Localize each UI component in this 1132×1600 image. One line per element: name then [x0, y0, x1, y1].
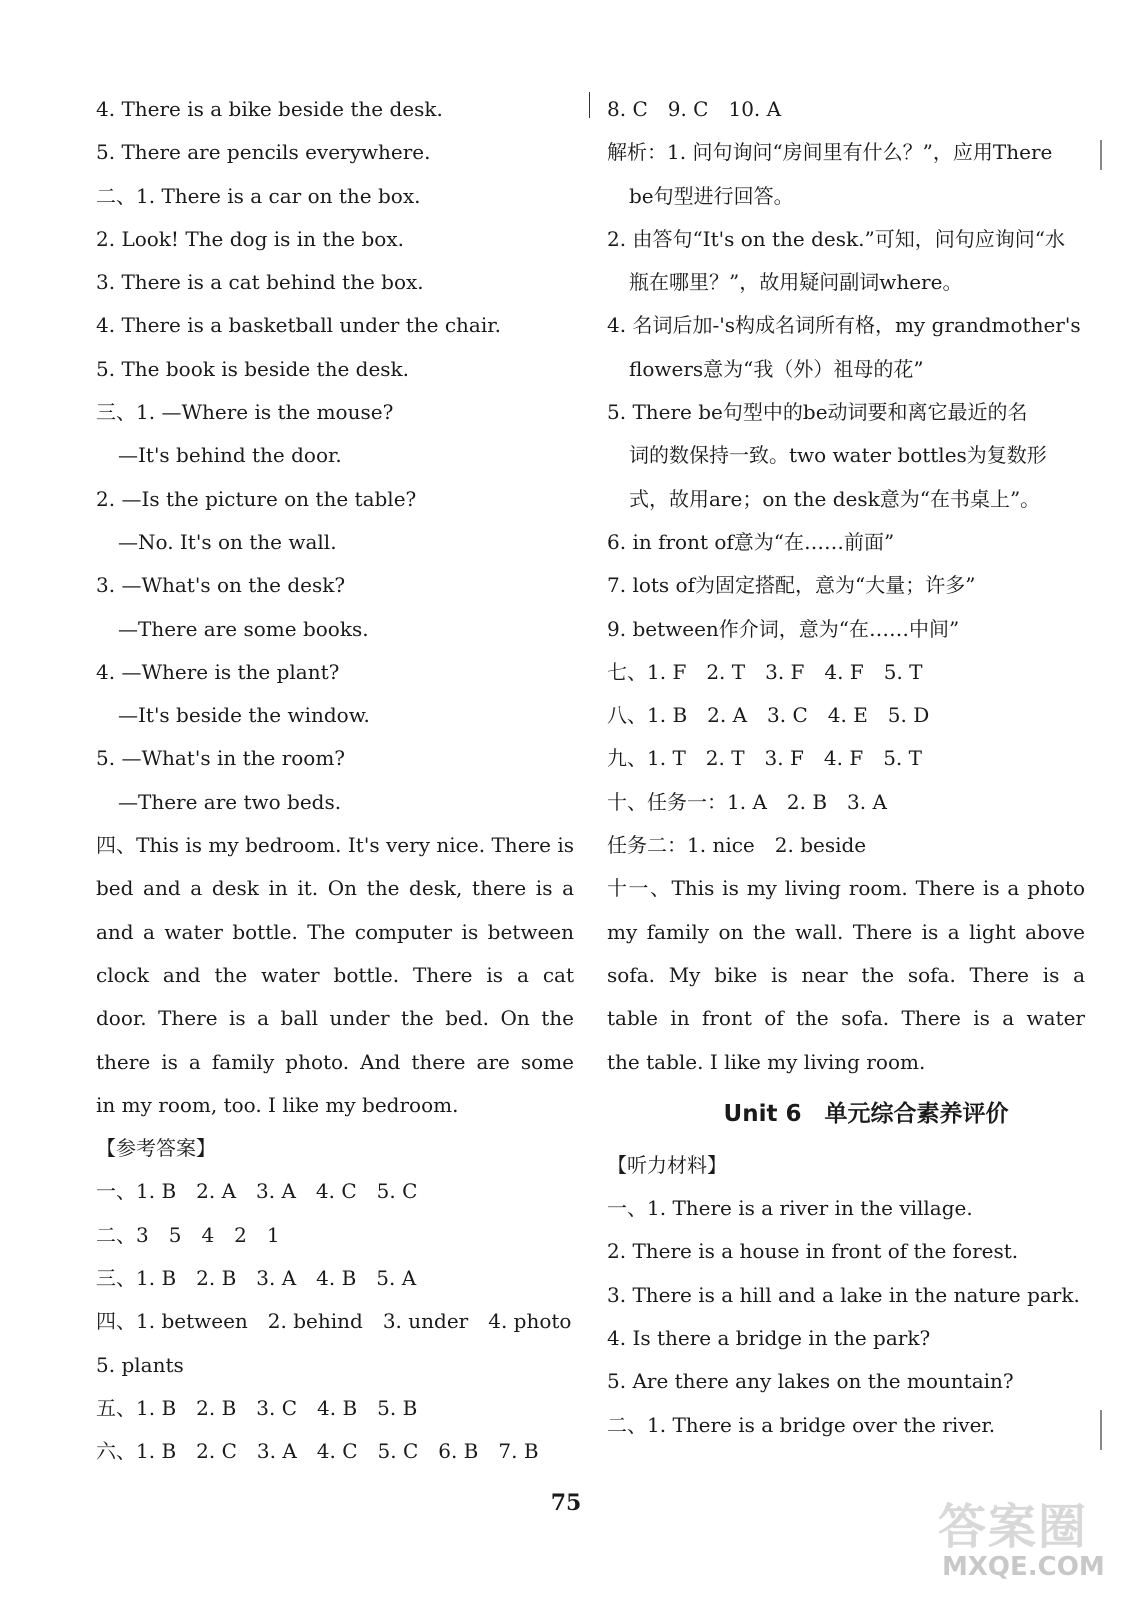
answer-line: 十、任务一：1. A 2. B 3. A	[607, 789, 887, 814]
text-line: 4. 名词后加-'s构成名词所有格，my grandmother's	[607, 313, 1081, 338]
text-line: 词的数保持一致。two water bottles为复数形	[629, 443, 1047, 468]
answer-line: 五、1. B 2. B 3. C 4. B 5. B	[96, 1395, 418, 1420]
text-line: 十一、This is my living room. There is a photo	[607, 876, 1085, 901]
text-line: 5. Are there any lakes on the mountain?	[607, 1369, 1014, 1394]
unit-title: Unit 6 单元综合素养评价	[723, 1100, 1009, 1127]
text-line: 5. The book is beside the desk.	[96, 356, 410, 381]
column-divider-mark	[589, 92, 590, 118]
text-line: bed and a desk in it. On the desk, there is a	[96, 876, 574, 901]
text-line: flowers意为“我（外）祖母的花”	[629, 356, 924, 381]
text-line: 4. There is a bike beside the desk.	[96, 97, 443, 121]
text-line: 解析：1. 问句询问“房间里有什么？”，应用There	[607, 140, 1053, 165]
text-line: 瓶在哪里？”，故用疑问副词where。	[629, 270, 963, 295]
text-line: 5. —What's in the room?	[96, 746, 346, 771]
page-number: 75	[550, 1490, 582, 1516]
text-line: 6. in front of意为“在……前面”	[607, 529, 895, 554]
text-line: 式，故用are；on the desk意为“在书桌上”。	[629, 486, 1041, 511]
text-line: 二、1. There is a car on the box.	[96, 183, 421, 208]
text-line: —It's beside the window.	[118, 703, 370, 728]
section-label: 【听力材料】	[607, 1152, 727, 1177]
page-edge-mark	[1100, 1410, 1102, 1450]
text-line: —There are two beds.	[118, 789, 342, 814]
answer-line: 六、1. B 2. C 3. A 4. C 5. C 6. B 7. B	[96, 1439, 539, 1464]
text-line: 3. There is a cat behind the box.	[96, 270, 424, 295]
watermark-logo: 答案圈	[938, 1499, 1089, 1555]
text-line: —It's behind the door.	[118, 443, 342, 468]
text-line: —No. It's on the wall.	[118, 529, 337, 554]
text-line: 4. There is a basketball under the chair.	[96, 313, 501, 338]
text-line: 7. lots of为固定搭配，意为“大量；许多”	[607, 573, 976, 598]
answer-line: 三、1. B 2. B 3. A 4. B 5. A	[96, 1266, 417, 1291]
text-line: in my room, too. I like my bedroom.	[96, 1092, 459, 1117]
text-line: clock and the water bottle. There is a cat	[96, 962, 574, 987]
section-label: 【参考答案】	[96, 1136, 216, 1161]
text-line: 三、1. —Where is the mouse?	[96, 400, 394, 425]
watermark-url: MXQE.COM	[942, 1552, 1105, 1582]
text-line: 2. Look! The dog is in the box.	[96, 226, 404, 251]
answer-line: 任务二：1. nice 2. beside	[607, 833, 867, 858]
answer-line: 一、1. B 2. A 3. A 4. C 5. C	[96, 1179, 418, 1204]
text-line: the table. I like my living room.	[607, 1049, 926, 1074]
text-line: 4. —Where is the plant?	[96, 659, 340, 684]
text-line: sofa. My bike is near the sofa. There is a	[607, 962, 1085, 987]
answer-line: 8. C 9. C 10. A	[607, 97, 782, 121]
text-line: 4. Is there a bridge in the park?	[607, 1326, 931, 1351]
watermark	[938, 1488, 1108, 1588]
text-line: 2. There is a house in front of the forest.	[607, 1239, 1019, 1264]
answer-line: 七、1. F 2. T 3. F 4. F 5. T	[607, 659, 923, 684]
text-line: 一、1. There is a river in the village.	[607, 1196, 973, 1221]
text-line: door. There is a ball under the bed. On the	[96, 1006, 574, 1031]
answer-line: 八、1. B 2. A 3. C 4. E 5. D	[607, 703, 930, 728]
answer-line: 5. plants	[96, 1352, 184, 1377]
text-line: 2. 由答句“It's on the desk.”可知，问句应询问“水	[607, 226, 1065, 251]
answer-line: 九、1. T 2. T 3. F 4. F 5. T	[607, 746, 922, 771]
text-line: 四、This is my bedroom. It's very nice. There is	[96, 833, 574, 858]
text-line: 3. —What's on the desk?	[96, 573, 346, 598]
text-line: 9. between作介词，意为“在……中间”	[607, 616, 960, 641]
text-line: my family on the wall. There is a light above	[607, 919, 1085, 944]
text-line: table in front of the sofa. There is a water	[607, 1006, 1085, 1031]
text-line: 3. There is a hill and a lake in the nature park.	[607, 1282, 1080, 1307]
text-line: —There are some books.	[118, 616, 369, 641]
left-column	[96, 88, 574, 1474]
text-line: 2. —Is the picture on the table?	[96, 486, 417, 511]
text-line: and a water bottle. The computer is between	[96, 919, 574, 944]
answer-line: 二、3 5 4 2 1	[96, 1222, 280, 1247]
page-edge-mark	[1100, 140, 1102, 170]
right-column	[607, 88, 1085, 1447]
text-line: be句型进行回答。	[629, 183, 794, 208]
text-line: there is a family photo. And there are some	[96, 1049, 574, 1074]
text-line: 5. There be句型中的be动词要和离它最近的名	[607, 400, 1028, 425]
text-line: 二、1. There is a bridge over the river.	[607, 1412, 996, 1437]
text-line: 5. There are pencils everywhere.	[96, 140, 431, 165]
answer-line: 四、1. between 2. behind 3. under 4. photo	[96, 1309, 572, 1334]
